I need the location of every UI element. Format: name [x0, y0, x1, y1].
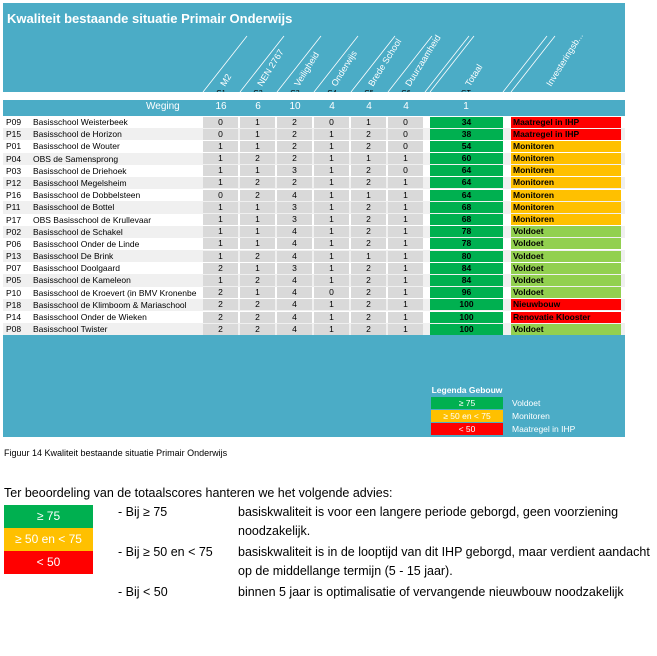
investment-advice: Monitoren — [511, 141, 621, 152]
column-label-investment: Investeringsb... — [544, 31, 586, 89]
total-score: 54 — [430, 141, 503, 152]
weight-total: 1 — [463, 101, 469, 112]
legend-range: ≥ 50 en < 75 — [431, 410, 503, 422]
weight-g2: 6 — [255, 101, 261, 112]
score-g3: 2 — [277, 141, 312, 152]
column-label-total: Totaal — [463, 62, 485, 89]
school-id: P01 — [6, 141, 22, 152]
investment-advice: Voldoet — [511, 275, 621, 286]
score-g2: 1 — [240, 214, 275, 225]
score-g3: 4 — [277, 238, 312, 249]
investment-advice: Voldoet — [511, 263, 621, 274]
table-row — [3, 262, 625, 274]
score-g2: 1 — [240, 165, 275, 176]
school-name: Basisschool de Driehoek — [33, 165, 127, 176]
score-g1: 1 — [203, 202, 238, 213]
score-g4: 1 — [314, 202, 349, 213]
investment-advice: Voldoet — [511, 324, 621, 335]
legend-label: Monitoren — [512, 411, 550, 421]
score-g4: 1 — [314, 251, 349, 262]
score-g6: 1 — [388, 190, 423, 201]
total-score: 68 — [430, 202, 503, 213]
score-g1: 2 — [203, 287, 238, 298]
score-g4: 1 — [314, 263, 349, 274]
table-row — [3, 323, 625, 335]
score-g5: 2 — [351, 165, 386, 176]
school-id: P04 — [6, 153, 22, 164]
total-score: 100 — [430, 299, 503, 310]
school-id: P02 — [6, 226, 22, 237]
table-row — [3, 311, 625, 323]
investment-advice: Monitoren — [511, 177, 621, 188]
score-g1: 2 — [203, 312, 238, 323]
score-g1: 1 — [203, 141, 238, 152]
school-id: P10 — [6, 287, 22, 298]
score-g1: 2 — [203, 324, 238, 335]
score-g4: 1 — [314, 153, 349, 164]
score-g3: 2 — [277, 129, 312, 140]
table-row — [3, 165, 625, 177]
score-g3: 2 — [277, 177, 312, 188]
score-g2: 2 — [240, 153, 275, 164]
score-g5: 1 — [351, 117, 386, 128]
score-g2: 1 — [240, 226, 275, 237]
school-name: Basisschool de Klimboom & Mariaschool — [33, 299, 187, 310]
school-name: Basisschool Onder de Linde — [33, 238, 140, 249]
school-name: Basisschool de Schakel — [33, 226, 123, 237]
school-name: Basisschool de Horizon — [33, 129, 122, 140]
score-g5: 2 — [351, 177, 386, 188]
table-row — [3, 250, 625, 262]
total-score: 96 — [430, 287, 503, 298]
investment-advice: Renovatie Klooster — [511, 312, 621, 323]
score-g4: 0 — [314, 287, 349, 298]
weight-label: Weging — [146, 101, 180, 112]
score-g4: 0 — [314, 117, 349, 128]
score-g5: 2 — [351, 226, 386, 237]
total-score: 60 — [430, 153, 503, 164]
score-g4: 1 — [314, 238, 349, 249]
school-id: P14 — [6, 312, 22, 322]
table-row — [3, 226, 625, 238]
score-g3: 4 — [277, 287, 312, 298]
table-row — [3, 177, 625, 189]
score-g1: 1 — [203, 153, 238, 164]
score-g6: 1 — [388, 275, 423, 286]
school-id: P11 — [6, 202, 21, 213]
table-row — [3, 214, 625, 226]
advice-cond-low: - Bij < 50 — [118, 585, 168, 599]
advice-text-mid: basiskwaliteit is in de looptijd van dit IHP geborgd, maar verdient aandacht op de middellange termijn (5 - 15 jaar). — [238, 545, 650, 578]
score-g6: 1 — [388, 299, 423, 310]
header-divider — [3, 92, 625, 100]
score-g4: 1 — [314, 299, 349, 310]
score-g5: 2 — [351, 141, 386, 152]
investment-advice: Voldoet — [511, 287, 621, 298]
legend-range: < 50 — [431, 423, 503, 435]
score-g1: 0 — [203, 129, 238, 140]
total-score: 64 — [430, 177, 503, 188]
score-g6: 1 — [388, 324, 423, 335]
investment-advice: Monitoren — [511, 202, 621, 213]
score-g5: 1 — [351, 251, 386, 262]
school-name: Basisschool Onder de Wieken — [33, 312, 147, 322]
school-name: Basisschool de Wouter — [33, 141, 120, 152]
score-g6: 1 — [388, 238, 423, 249]
score-g3: 3 — [277, 202, 312, 213]
score-g4: 1 — [314, 324, 349, 335]
table-row — [3, 238, 625, 250]
school-id: P13 — [6, 251, 22, 262]
table-row — [3, 153, 625, 165]
advice-text-high: basiskwaliteit is voor een langere periode geborgd, geen voorziening noodzakelijk. — [238, 505, 619, 538]
school-id: P15 — [6, 129, 22, 140]
score-g4: 1 — [314, 129, 349, 140]
score-g3: 4 — [277, 275, 312, 286]
score-g2: 1 — [240, 117, 275, 128]
legend-label: Maatregel in IHP — [512, 424, 576, 434]
school-name: Basisschool de Kameleon — [33, 275, 131, 286]
investment-advice: Monitoren — [511, 165, 621, 176]
weight-g6: 4 — [403, 101, 409, 112]
school-id: P06 — [6, 238, 22, 249]
total-score: 100 — [430, 324, 503, 335]
score-g3: 2 — [277, 153, 312, 164]
investment-advice: Voldoet — [511, 251, 621, 262]
advice-text-low: binnen 5 jaar is optimalisatie of vervangende nieuwbouw noodzakelijk — [238, 585, 624, 599]
investment-advice: Voldoet — [511, 238, 621, 249]
score-g5: 1 — [351, 153, 386, 164]
school-name: OBS Basisschool de Krullevaar — [33, 214, 152, 225]
score-g1: 0 — [203, 190, 238, 201]
score-g5: 2 — [351, 263, 386, 274]
investment-advice: Maatregel in IHP — [511, 129, 621, 140]
score-g4: 1 — [314, 190, 349, 201]
score-g3: 4 — [277, 324, 312, 335]
score-g6: 1 — [388, 226, 423, 237]
total-score: 68 — [430, 214, 503, 225]
score-g1: 1 — [203, 275, 238, 286]
table-row — [3, 287, 625, 299]
column-header-area — [3, 3, 625, 100]
score-g1: 0 — [203, 117, 238, 128]
score-g5: 2 — [351, 324, 386, 335]
score-g3: 3 — [277, 165, 312, 176]
score-g4: 1 — [314, 312, 349, 323]
score-g3: 4 — [277, 312, 312, 323]
score-g5: 2 — [351, 214, 386, 225]
score-g2: 1 — [240, 287, 275, 298]
score-g3: 3 — [277, 214, 312, 225]
school-name: Basisschool Twister — [33, 324, 108, 335]
score-g2: 1 — [240, 238, 275, 249]
score-g2: 2 — [240, 324, 275, 335]
score-g5: 1 — [351, 190, 386, 201]
score-g1: 1 — [203, 251, 238, 262]
investment-advice: Monitoren — [511, 214, 621, 225]
score-g1: 1 — [203, 165, 238, 176]
score-g3: 4 — [277, 226, 312, 237]
score-g1: 1 — [203, 226, 238, 237]
score-g6: 0 — [388, 117, 423, 128]
weight-g5: 4 — [366, 101, 372, 112]
score-g1: 1 — [203, 238, 238, 249]
school-id: P18 — [6, 299, 22, 310]
score-g3: 4 — [277, 299, 312, 310]
weight-g1: 16 — [215, 101, 227, 112]
score-g5: 2 — [351, 287, 386, 298]
score-g6: 1 — [388, 214, 423, 225]
score-g4: 1 — [314, 226, 349, 237]
total-score: 38 — [430, 129, 503, 140]
score-g5: 2 — [351, 202, 386, 213]
score-key — [4, 505, 93, 574]
score-g6: 1 — [388, 177, 423, 188]
school-name: Basisschool De Brink — [33, 251, 114, 262]
legend-label: Voldoet — [512, 398, 541, 408]
score-g6: 1 — [388, 202, 423, 213]
investment-advice: Nieuwbouw — [511, 299, 621, 310]
total-score: 84 — [430, 275, 503, 286]
score-g2: 1 — [240, 263, 275, 274]
score-g2: 2 — [240, 299, 275, 310]
score-g3: 3 — [277, 263, 312, 274]
intro-text: Ter beoordeling van de totaalscores hanteren we het volgende advies: — [4, 486, 393, 500]
score-g6: 1 — [388, 263, 423, 274]
investment-advice: Maatregel in IHP — [511, 117, 621, 128]
score-g3: 2 — [277, 117, 312, 128]
table-row — [3, 140, 625, 152]
weight-g4: 4 — [329, 101, 335, 112]
table-row — [3, 274, 625, 286]
column-label-g4: Onderwijs — [329, 48, 359, 89]
score-g4: 1 — [314, 214, 349, 225]
school-name: Basisschool de Bottel — [33, 202, 115, 213]
advice-cond-high: - Bij ≥ 75 — [118, 505, 168, 519]
school-name: Basisschool de Dobbelsteen — [33, 190, 141, 201]
table-row — [3, 128, 625, 140]
school-id: P12 — [6, 177, 22, 188]
school-name: Basisschool Doolgaard — [33, 263, 120, 274]
key-low: < 50 — [4, 551, 93, 574]
table-row — [3, 299, 625, 311]
score-g3: 4 — [277, 190, 312, 201]
total-score: 64 — [430, 165, 503, 176]
column-label-g5: Brede School — [366, 36, 404, 89]
legend-title: Legenda Gebouw — [431, 385, 503, 395]
school-id: P03 — [6, 165, 22, 176]
table-row — [3, 189, 625, 201]
score-g5: 2 — [351, 275, 386, 286]
key-mid: ≥ 50 en < 75 — [4, 528, 93, 551]
school-id: P08 — [6, 324, 22, 335]
school-id: P17 — [6, 214, 22, 225]
score-g6: 1 — [388, 153, 423, 164]
school-id: P05 — [6, 275, 22, 286]
score-g2: 2 — [240, 312, 275, 323]
total-score: 80 — [430, 251, 503, 262]
score-g2: 2 — [240, 251, 275, 262]
key-high: ≥ 75 — [4, 505, 93, 528]
column-label-g3: Veiligheid — [292, 50, 322, 89]
score-g6: 0 — [388, 141, 423, 152]
school-id: P16 — [6, 190, 22, 201]
score-g1: 1 — [203, 177, 238, 188]
total-score: 78 — [430, 226, 503, 237]
column-label-g6: Duurzaamheid — [403, 33, 443, 89]
score-g6: 1 — [388, 251, 423, 262]
school-name: Basisschool de Kroevert (in BMV Kronenbe — [33, 287, 197, 298]
quality-panel — [3, 3, 625, 437]
panel-title: Kwaliteit bestaande situatie Primair Onderwijs — [7, 11, 293, 26]
score-g4: 1 — [314, 165, 349, 176]
legend-range: ≥ 75 — [431, 397, 503, 409]
score-g1: 1 — [203, 214, 238, 225]
total-score: 34 — [430, 117, 503, 128]
table-row — [3, 116, 625, 128]
school-name: Basisschool Megelsheim — [33, 177, 127, 188]
score-g2: 1 — [240, 141, 275, 152]
score-g2: 1 — [240, 129, 275, 140]
total-score: 100 — [430, 312, 503, 323]
score-g2: 2 — [240, 190, 275, 201]
total-score: 64 — [430, 190, 503, 201]
score-g2: 1 — [240, 202, 275, 213]
figure-caption: Figuur 14 Kwaliteit bestaande situatie Primair Onderwijs — [4, 448, 228, 458]
investment-advice: Monitoren — [511, 153, 621, 164]
score-g5: 2 — [351, 129, 386, 140]
score-g4: 1 — [314, 177, 349, 188]
weight-g3: 10 — [289, 101, 301, 112]
weight-row — [3, 100, 625, 115]
advice-cond-mid: - Bij ≥ 50 en < 75 — [118, 545, 213, 559]
school-table — [3, 116, 625, 335]
school-id: P09 — [6, 117, 22, 127]
score-g1: 2 — [203, 299, 238, 310]
score-g4: 1 — [314, 275, 349, 286]
score-g6: 0 — [388, 129, 423, 140]
school-id: P07 — [6, 263, 22, 274]
score-g2: 2 — [240, 177, 275, 188]
score-g2: 2 — [240, 275, 275, 286]
total-score: 84 — [430, 263, 503, 274]
investment-advice: Voldoet — [511, 226, 621, 237]
score-g5: 2 — [351, 238, 386, 249]
score-g6: 0 — [388, 165, 423, 176]
school-name: OBS de Samensprong — [33, 153, 119, 164]
column-label-g1: M2 — [218, 72, 234, 89]
school-name: Basisschool Weisterbeek — [33, 117, 128, 127]
score-g4: 1 — [314, 141, 349, 152]
score-g5: 2 — [351, 312, 386, 323]
score-g6: 1 — [388, 312, 423, 323]
column-label-g2: NEN 2767 — [255, 47, 286, 89]
score-g3: 4 — [277, 251, 312, 262]
investment-advice: Monitoren — [511, 190, 621, 201]
table-row — [3, 201, 625, 213]
score-g1: 2 — [203, 263, 238, 274]
total-score: 78 — [430, 238, 503, 249]
score-g6: 1 — [388, 287, 423, 298]
score-g5: 2 — [351, 299, 386, 310]
